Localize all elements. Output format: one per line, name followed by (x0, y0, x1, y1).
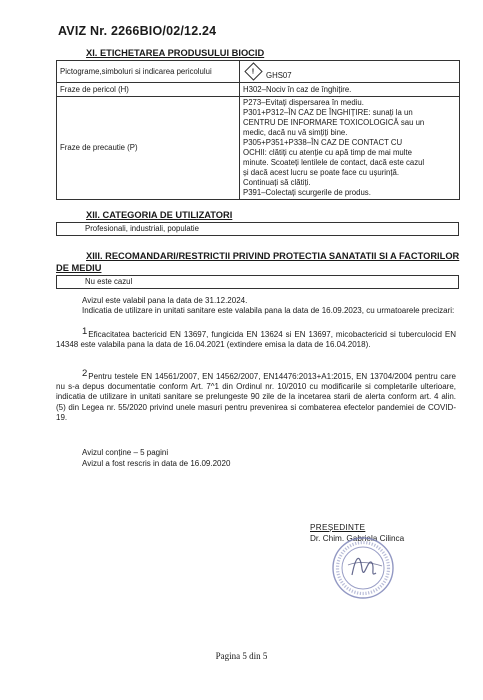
table-row (57, 276, 459, 289)
row-label-hazard: Fraze de pericol (H) (57, 83, 240, 97)
section-xi-heading: XI. ETICHETAREA PRODUSULUI BIOCID (86, 48, 265, 58)
row-value-hazard: H302–Nociv în caz de înghițire. (240, 83, 460, 97)
precaution-line: P391–Colectați scurgerile de produs. (243, 188, 371, 197)
footnote-text: Eficacitatea bactericid EN 13697, fungicida EN 13624 si EN 13697, micobactericid si tuberculocid EN 14348 este valabila pana la data de 16.04.2021 (extindere emisa la data de 16.04.2018). (56, 330, 456, 350)
table-row (57, 83, 460, 97)
rewritten-date (56, 459, 456, 469)
footnote-1 (56, 326, 456, 350)
signatory-name: Dr. Chim. Gabriela Cilinca (310, 534, 405, 543)
rewritten-line: Avizul a fost rescris in data de 16.09.2020 (82, 459, 231, 468)
biocide-labeling-table (56, 60, 460, 200)
validity-line: Avizul este valabil pana la data de 31.12.2024. (82, 296, 248, 305)
signatory-title: PREȘEDINTE (310, 523, 366, 532)
precaution-line: minute. Scoateți lentilele de contact, dacă este cazul (243, 158, 425, 167)
restrictions-value: Nu este cazul (57, 276, 459, 289)
section-xiii-heading-line1: XIII. RECOMANDARI/RESTRICTII PRIVIND PROTECTIA SANATATII SI A FACTORILOR (86, 251, 460, 261)
exclamation-hazard-icon: ! (244, 62, 262, 80)
precaution-line: P301+P312–ÎN CAZ DE ÎNGHIȚIRE: sunați la un (243, 108, 413, 117)
restrictions-table (56, 275, 459, 289)
pages-line: Avizul conține – 5 pagini (82, 448, 169, 457)
precaution-line: P305+P351+P338–ÎN CAZ DE CONTACT CU (243, 138, 403, 147)
section-xiii-heading (56, 250, 461, 274)
footnote-marker: 1 (82, 326, 88, 337)
section-xii-heading: XII. CATEGORIA DE UTILIZATORI (86, 210, 233, 220)
section-xiii-heading-line2: DE MEDIU (56, 263, 102, 273)
user-category-value: Profesionali, industriali, populatie (57, 223, 459, 236)
official-stamp-seal (330, 535, 396, 601)
validity-paragraph-2 (56, 306, 456, 316)
footnote-text: Pentru testele EN 14561/2007, EN 14562/2007, EN14476:2013+A1:2015, EN 13704/2004 pentru care nu s-a depus documentatie conform Art. 7^1 din Ordinul nr. 10/2010 cu modificarile si completarile ulterioare, indicatia de utilizare in unitati sanitare se prelungeste 90 zile de la incetarea starii de alerta conform art. 4 alin. (5) din Legea nr. 55/2020 privind unele masuri pentru prevenirea si combaterea efectelor pandemiei de COVID-19. (56, 372, 456, 422)
row-value-pictograms (240, 61, 460, 83)
table-row (57, 61, 460, 83)
precaution-line: CENTRU DE INFORMARE TOXICOLOGICĂ sau un (243, 118, 425, 127)
row-label-precaution: Fraze de precautie (P) (57, 97, 240, 200)
table-row (57, 97, 460, 200)
precaution-line: Continuați să clătiți. (243, 178, 311, 187)
row-value-precaution (240, 97, 460, 200)
precaution-line: medic, dacă nu vă simțiți bine. (243, 128, 348, 137)
precaution-line: și dacă acest lucru se poate face cu ușurință. (243, 168, 400, 177)
validity-paragraph-1 (56, 296, 456, 306)
footnote-2 (56, 368, 456, 423)
precaution-line: P273–Evitați dispersarea în mediu. (243, 98, 364, 107)
validity-line: Indicatia de utilizare in unitati sanitare este valabila pana la data de 16.09.2023, cu urmatoarele precizari: (82, 306, 455, 315)
aviz-number-title: AVIZ Nr. 2266BIO/02/12.24 (58, 24, 217, 38)
ghs-code: GHS07 (266, 70, 292, 80)
user-category-table (56, 222, 459, 236)
footnote-marker: 2 (82, 368, 88, 379)
precaution-line: OCHII: clătiți cu atenție cu apă timp de mai multe (243, 148, 413, 157)
table-row (57, 223, 459, 236)
row-label-pictograms: Pictograme,simboluri si indicarea pericolului (57, 61, 240, 83)
pages-count (56, 448, 456, 458)
page-footer: Pagina 5 din 5 (215, 651, 268, 661)
